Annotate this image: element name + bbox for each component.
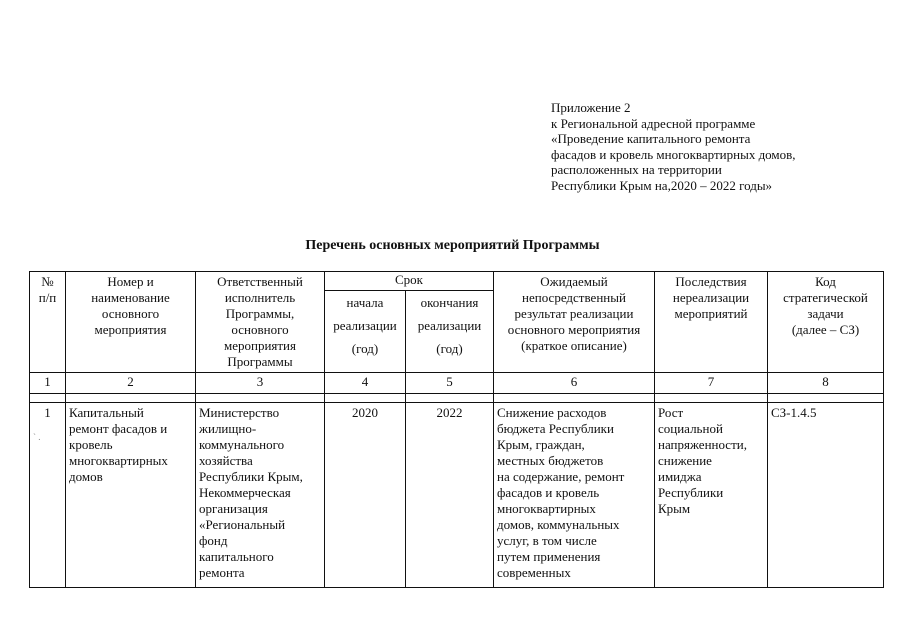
cell-line: Капитальный <box>69 405 144 420</box>
header-line: (далее – СЗ) <box>791 322 860 337</box>
cell-line: фонд <box>199 533 228 548</box>
header-line: реализации <box>417 318 482 334</box>
cell-line: местных бюджетов <box>497 453 604 468</box>
header-line: результат реализации <box>514 306 634 321</box>
column-number: 3 <box>196 373 325 394</box>
header-line: мероприятий <box>674 306 748 321</box>
row-start-year: 2020 <box>325 403 406 588</box>
header-line: Номер и <box>107 274 154 289</box>
header-line: нереализации <box>672 290 750 305</box>
row-result <box>494 403 655 588</box>
header-consequences <box>655 272 768 373</box>
cell-line: Министерство <box>199 405 280 420</box>
cell-line: Республики <box>658 485 724 500</box>
cell-line: Рост <box>658 405 684 420</box>
column-number: 8 <box>768 373 884 394</box>
column-number: 6 <box>494 373 655 394</box>
header-line: мероприятия <box>223 338 296 353</box>
measures-table <box>29 271 884 588</box>
row-num: 1 <box>30 403 66 588</box>
cell-line: многоквартирных <box>497 501 596 516</box>
cell-line: бюджета Республики <box>497 421 614 436</box>
cell-line: коммунального <box>199 437 285 452</box>
appendix-note <box>551 100 796 194</box>
header-line: (год) <box>436 341 463 357</box>
header-start <box>325 291 406 373</box>
header-line: (краткое описание) <box>521 338 627 353</box>
header-line: окончания <box>420 295 479 311</box>
header-line: Ответственный <box>217 274 303 289</box>
row-executor <box>196 403 325 588</box>
header-line: реализации <box>333 318 397 334</box>
table-row <box>30 403 884 588</box>
column-number: 1 <box>30 373 66 394</box>
header-name <box>66 272 196 373</box>
cell-line: «Региональный <box>199 517 286 532</box>
header-line: задачи <box>807 306 844 321</box>
appendix-line: к Региональной адресной программе <box>551 115 756 131</box>
row-code: СЗ-1.4.5 <box>768 403 884 588</box>
cell-line: современных <box>497 565 571 580</box>
scan-mark: ` . <box>33 432 41 442</box>
header-line: Ожидаемый <box>540 274 608 289</box>
header-line: начала <box>346 295 384 311</box>
appendix-line: фасадов и кровель многоквартирных домов, <box>551 146 796 162</box>
cell-line: фасадов и кровель <box>497 485 600 500</box>
cell-line: ремонта <box>199 565 245 580</box>
header-executor <box>196 272 325 373</box>
table-header-row <box>30 272 884 291</box>
column-number: 2 <box>66 373 196 394</box>
header-code <box>768 272 884 373</box>
header-line: Программы, <box>225 306 295 321</box>
table-gap-row <box>30 394 884 403</box>
cell-line: капитального <box>199 549 274 564</box>
cell-line: жилищно- <box>199 421 257 436</box>
cell-line: хозяйства <box>199 453 253 468</box>
header-line: (год) <box>351 341 379 357</box>
row-end-year: 2022 <box>406 403 494 588</box>
header-line: наименование <box>91 290 170 305</box>
header-line: Программы <box>227 354 293 369</box>
column-number: 7 <box>655 373 768 394</box>
page-title <box>0 238 905 254</box>
appendix-line: Приложение 2 <box>551 100 631 115</box>
column-number: 4 <box>325 373 406 394</box>
cell-line: домов <box>69 469 103 484</box>
cell-line: Некоммерческая <box>199 485 291 500</box>
appendix-line: Республики Крым на,2020 – 2022 годы» <box>551 177 773 193</box>
cell-line: домов, коммунальных <box>497 517 620 532</box>
header-line: Последствия <box>675 274 747 289</box>
cell-line: на содержание, ремонт <box>497 469 625 484</box>
cell-line: кровель <box>69 437 113 452</box>
header-line: Код <box>815 274 836 289</box>
header-line: мероприятия <box>94 322 167 337</box>
header-line: п/п <box>38 290 57 305</box>
page-title-text: Перечень основных мероприятий Программы <box>305 238 600 253</box>
header-num <box>30 272 66 373</box>
header-end <box>406 291 494 373</box>
cell-line: Республики Крым, <box>199 469 303 484</box>
header-line: исполнитель <box>224 290 296 305</box>
header-line: стратегической <box>783 290 868 305</box>
cell-line: путем применения <box>497 549 601 564</box>
column-number: 5 <box>406 373 494 394</box>
cell-line: напряженности, <box>658 437 747 452</box>
row-name <box>66 403 196 588</box>
row-consequences <box>655 403 768 588</box>
header-term: Срок <box>325 272 494 291</box>
cell-line: организация <box>199 501 268 516</box>
column-numbers-row <box>30 373 884 394</box>
cell-line: услуг, в том числе <box>497 533 597 548</box>
cell-line: имиджа <box>658 469 702 484</box>
header-line: основного <box>231 322 289 337</box>
appendix-line: расположенных на территории <box>551 162 722 178</box>
cell-line: снижение <box>658 453 712 468</box>
cell-line: социальной <box>658 421 723 436</box>
cell-line: ремонт фасадов и <box>69 421 168 436</box>
cell-line: Снижение расходов <box>497 405 607 420</box>
header-line: основного <box>101 306 160 321</box>
header-line: непосредственный <box>522 290 626 305</box>
cell-line: Крым <box>658 501 691 516</box>
header-result <box>494 272 655 373</box>
cell-line: Крым, граждан, <box>497 437 585 452</box>
appendix-line: «Проведение капитального ремонта <box>551 131 751 147</box>
header-line: № <box>41 274 54 289</box>
header-line: основного мероприятия <box>507 322 641 337</box>
cell-line: многоквартирных <box>69 453 168 468</box>
